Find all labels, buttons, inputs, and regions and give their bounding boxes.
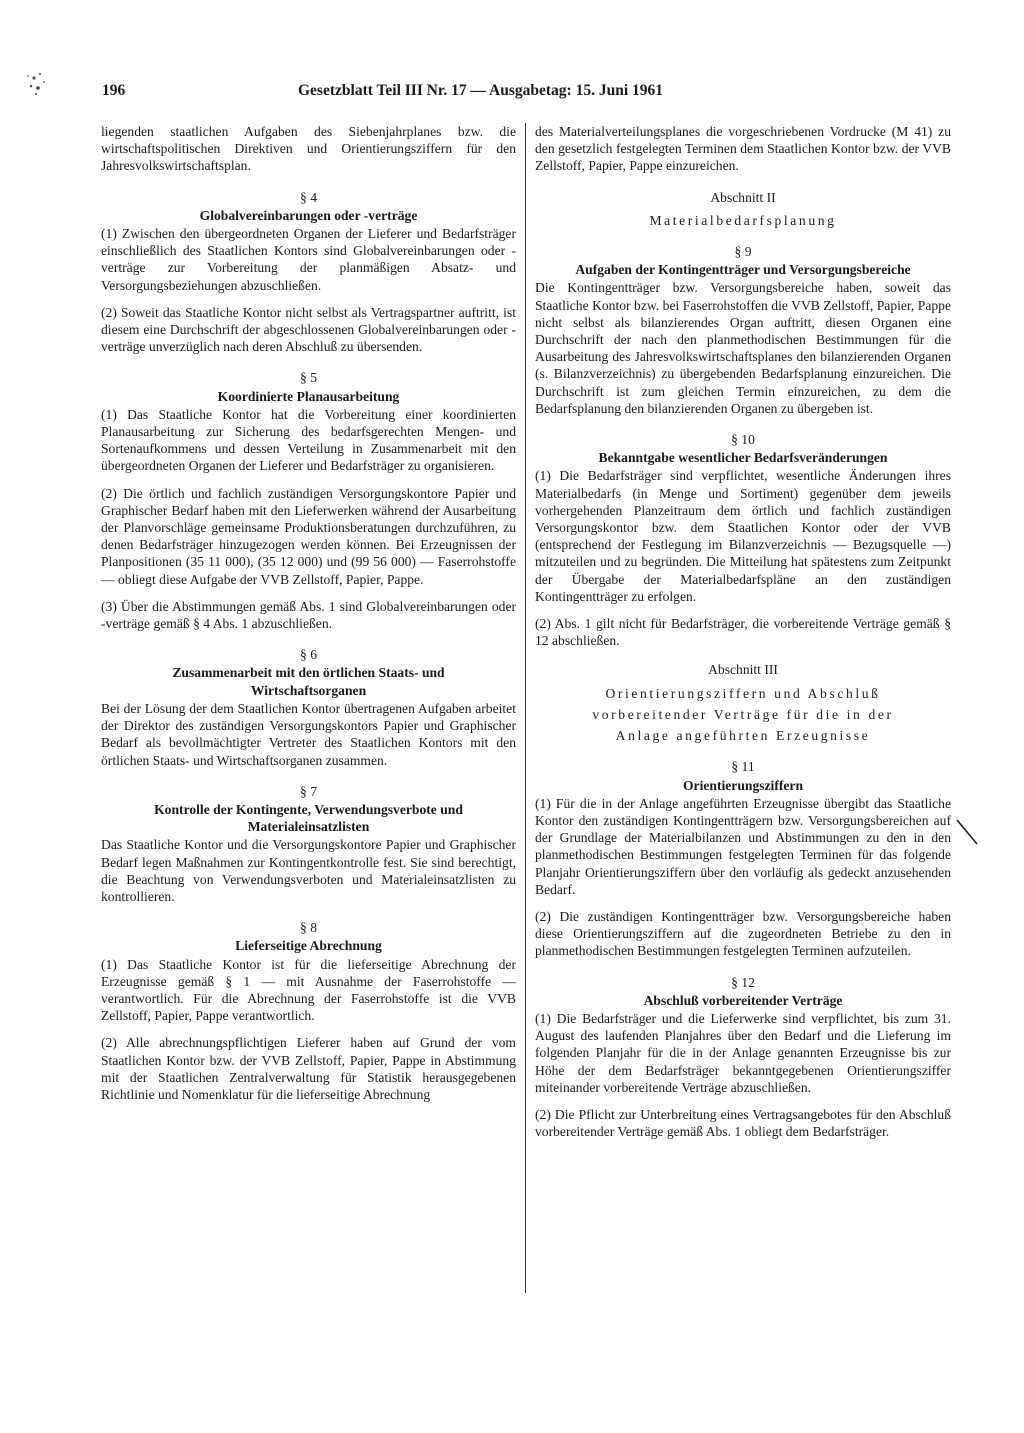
continued-paragraph: des Materialverteilungsplanes die vorgeschriebenen Vordrucke (M 41) zu den gesetzlich festgelegten Terminen dem Staatlichen Kontor bzw. der VVB Zellstoff, Papier, Pappe einzureichen. [535, 124, 951, 174]
part-title-line: vorbereitender Verträge für die in der [592, 706, 894, 722]
paragraph: (1) Das Staatliche Kontor hat die Vorbereitung einer koordinierten Planausarbeitung zur Sicherung des bedarfsgerechten Mengen- und Sortenaufkommens und dessen Verteilung in Zusammenarbeit mit den übergeordneten Organen der Lieferer und Bedarfsträger zu organisieren. [101, 406, 516, 474]
paragraph: (2) Die örtlich und fachlich zuständigen Versorgungskontore Papier und Graphischer Bedarf haben mit den Lieferwerken während der Ausarbeitung der Planvorschläge gemeinsame Produktionsberatungen durchzuführen, zu denen Bedarfsträger hinzugezogen werden können. Bei Erzeugnissen der Planpositionen (35 11 000), (35 12 000) und (99 56 000) — Faserrohstoffe — obliegt diese Aufgabe der VVB Zellstoff, Papier, Pappe. [101, 485, 516, 587]
paragraph: Bei der Lösung der dem Staatlichen Kontor übertragenen Aufgaben arbeitet der Direktor des zuständigen Versorgungskontors Papier und Graphischer Bedarf als bevollmächtigter Vertreter des Staatlichen Kontors mit den örtlichen Staats- und Wirtschaftsorganen zusammen. [101, 700, 516, 768]
stray-pen-mark [955, 818, 981, 848]
right-column [535, 123, 951, 1150]
section-title: Kontrolle der Kontingente, Verwendungsverbote und Materialeinsatzlisten [154, 801, 463, 835]
section-title: Bekanntgabe wesentlicher Bedarfsveränderungen [598, 450, 888, 466]
section-number: § 7 [300, 783, 317, 799]
continued-paragraph: liegenden staatlichen Aufgaben des Siebenjahrplanes bzw. die wirtschaftspolitischen Direktiven und Orientierungsziffern für den Jahresvolkswirtschaftsplan. [101, 124, 516, 174]
part-label: Abschnitt III [708, 662, 778, 678]
paragraph: (1) Die Bedarfsträger sind verpflichtet, wesentliche Änderungen ihres Materialbedarfs (in Menge und Sortiment) gegenüber dem jeweils vorhergehenden Planzeitraum dem örtlich und fachlich zuständigen Versorgungskontor bzw. dem Staatlichen Kontor oder der VVB (entsprechend der Festlegung im Bilanzverzeichnis — Bezugsquelle —) mitzuteilen und zu begründen. Die Mitteilung hat spätestens zum Zeitpunkt der Übergabe der Materialbedarfspläne an den zuständigen Kontingentträger zu erfolgen. [535, 468, 951, 604]
section-number: § 11 [731, 759, 755, 775]
part-title-line: Anlage angeführten Erzeugnisse [615, 728, 871, 744]
section-number: § 8 [300, 920, 317, 936]
section-title: Abschluß vorbereitender Verträge [643, 992, 843, 1008]
paragraph: (3) Über die Abstimmungen gemäß Abs. 1 sind Globalvereinbarungen oder -verträge gemäß § 4 Abs. 1 abzuschließen. [101, 598, 516, 632]
paragraph: Die Kontingentträger bzw. Versorgungsbereiche haben, soweit das Staatliche Kontor bzw. bei Faserrohstoffen die VVB Zellstoff, Papier, Pappe nicht selbst als bilanzierendes Organ auftritt, diesen Organen eine Durchschrift der nach den planmethodischen Bestimmungen für die Ausarbeitung des Jahresvolkswirtschaftsplanes den bilanzierenden Organen (s. Bilanzverzeichnis) zu übergebenden Bedarfsplanung einzureichen. Die Durchschrift ist zum gleichen Termin einzureichen, zu dem die Bedarfsplanung den bilanzierenden Organen zu übergeben ist. [535, 280, 951, 416]
part-label: Abschnitt II [710, 189, 776, 205]
section-number: § 4 [300, 189, 317, 205]
section-title: Aufgaben der Kontingentträger und Versorgungsbereiche [575, 262, 911, 278]
paragraph: (1) Für die in der Anlage angeführten Erzeugnisse übergibt das Staatliche Kontor den zuständigen Kontingentträgern bzw. Versorgungsbereichen auf der Grundlage der Materialbilanzen und Abstimmungen zu den in den planmethodischen Bestimmungen festgelegten Terminen für das folgende Planjahr Orientierungsziffern über den vorläufig als gedeckt anzusehenden Bedarf. [535, 795, 951, 897]
section-title: Zusammenarbeit mit den örtlichen Staats- und Wirtschaftsorganen [172, 665, 445, 698]
column-divider [525, 123, 526, 1293]
left-column [101, 123, 516, 1113]
paragraph: (1) Das Staatliche Kontor ist für die lieferseitige Abrechnung der Erzeugnisse gemäß § 1 — mit Ausnahme der Faserrohstoffe — verantwortlich. Für die Abrechnung der Faserrohstoffe ist die VVB Zellstoff, Papier, Pappe verantwortlich. [101, 956, 516, 1024]
paragraph: (2) Soweit das Staatliche Kontor nicht selbst als Vertragspartner auftritt, ist diesem eine Durchschrift der abgeschlossenen Globalvereinbarungen oder -verträge unverzüglich nach deren Abschluß zu übersenden. [101, 304, 516, 355]
section-number: § 5 [300, 370, 317, 386]
paragraph: (1) Die Bedarfsträger und die Lieferwerke sind verpflichtet, bis zum 31. August des laufenden Planjahres über den Bedarf und die Lieferung im folgenden Planjahr für die in der Anlage genannten Erzeugnisse bis zur Höhe der dem Bedarfsträger bekanntgegebenen Orientierungsziffer miteinander vorbereitende Verträge abzuschließen. [535, 1010, 951, 1095]
ink-speck-mark [22, 64, 62, 104]
part-title-line: Orientierungsziffern und Abschluß [605, 685, 881, 701]
paragraph: (2) Abs. 1 gilt nicht für Bedarfsträger, die vorbereitende Verträge gemäß § 12 abschließen. [535, 616, 951, 649]
section-number: § 10 [731, 432, 755, 448]
paragraph: (2) Die zuständigen Kontingentträger bzw. Versorgungsbereiche haben diese Orientierungsziffern auf die zugeordneten Betriebe zu den in planmethodischen Bestimmungen festgelegten Terminen aufzuteilen. [535, 908, 951, 959]
page-header [102, 82, 952, 104]
running-title: Gesetzblatt Teil III Nr. 17 — Ausgabetag: 15. Juni 1961 [298, 82, 663, 99]
paragraph: (1) Zwischen den übergeordneten Organen der Lieferer und Bedarfsträger einschließlich des Staatlichen Kontors sind Globalvereinbarungen oder -verträge zur Vorbereitung der planmäßigen Absatz- und Versorgungsbeziehungen abzuschließen. [101, 226, 516, 293]
paragraph: (2) Die Pflicht zur Unterbreitung eines Vertragsangebotes für den Abschluß vorbereitender Verträge gemäß Abs. 1 obliegt dem Bedarfsträger. [535, 1106, 951, 1140]
section-number: § 12 [731, 974, 755, 990]
section-title: Lieferseitige Abrechnung [235, 938, 382, 954]
section-title: Globalvereinbarungen oder -verträge [199, 207, 418, 223]
section-title: Orientierungsziffern [682, 777, 804, 793]
section-title: Koordinierte Planausarbeitung [217, 388, 400, 404]
paragraph: Das Staatliche Kontor und die Versorgungskontore Papier und Graphischer Bedarf legen Maßnahmen zur Kontingentkontrolle fest. Sie sind berechtigt, die Beachtung von Verwendungsverboten und Materialeinsatzlisten zu kontrollieren. [101, 837, 516, 904]
paragraph: (2) Alle abrechnungspflichtigen Lieferer haben auf Grund der vom Staatlichen Kontor bzw. der VVB Zellstoff, Papier, Pappe in Abstimmung mit der Staatlichen Zentralverwaltung für Statistik herausgegebenen Richtlinie und Nomenklatur für die lieferseitige Abrechnung [101, 1035, 516, 1102]
section-number: § 6 [300, 647, 317, 663]
section-number: § 9 [734, 244, 752, 260]
part-title: Materialbedarfsplanung [649, 212, 837, 228]
page-number: 196 [102, 82, 126, 99]
